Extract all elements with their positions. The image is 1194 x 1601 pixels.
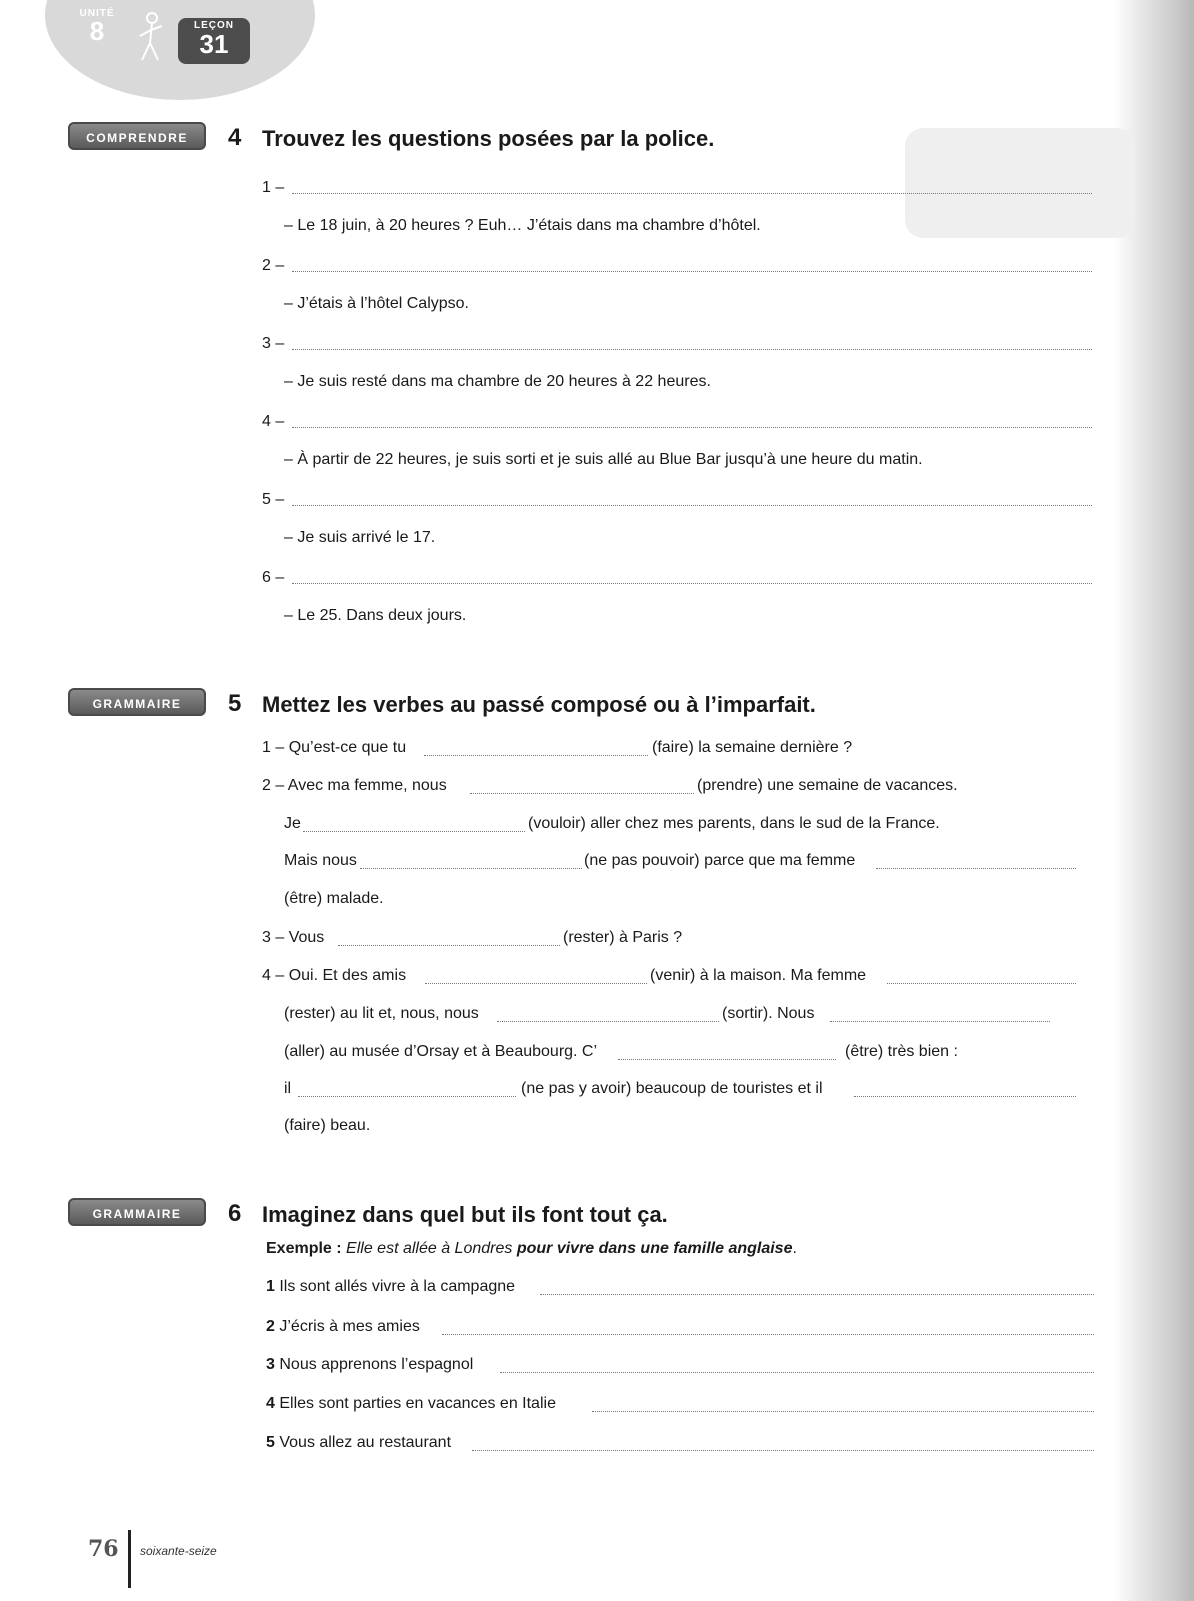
q3-response: – Je suis resté dans ma chambre de 20 heures à 22 heures. bbox=[284, 373, 711, 390]
ex6-example bbox=[266, 1240, 797, 1258]
page-number: 76 bbox=[88, 1536, 119, 1562]
ex5-line8-end: (sortir). Nous bbox=[722, 1005, 815, 1022]
ex6-item-4-number: 4 bbox=[266, 1395, 275, 1412]
ex5-line8-start: (rester) au lit et, nous, nous bbox=[284, 1005, 479, 1022]
exercise-6-number: 6 bbox=[228, 1200, 242, 1227]
ex6-item-2-text: J’écris à mes amies bbox=[279, 1318, 420, 1335]
ex6-item-2 bbox=[266, 1318, 420, 1336]
ex6-item-4-text: Elles sont parties en vacances en Italie bbox=[279, 1395, 556, 1412]
ex5-blank-7[interactable] bbox=[425, 983, 647, 984]
ex5-line1-end: (faire) la semaine dernière ? bbox=[652, 739, 853, 756]
q2-answer-line[interactable] bbox=[292, 271, 1092, 272]
ex5-line4-start: Mais nous bbox=[284, 852, 357, 869]
ex6-item-3-number: 3 bbox=[266, 1356, 275, 1373]
lecon-badge bbox=[178, 18, 250, 64]
ex5-blank-3[interactable] bbox=[303, 831, 525, 832]
ghost-box bbox=[905, 128, 1135, 238]
ex5-line9-end: (être) très bien : bbox=[845, 1043, 958, 1060]
q2-number: 2 – bbox=[262, 257, 285, 274]
ex5-blank-11[interactable] bbox=[618, 1059, 836, 1060]
ex6-blank-4[interactable] bbox=[592, 1411, 1094, 1412]
ex6-item-1-text: Ils sont allés vivre à la campagne bbox=[279, 1278, 516, 1295]
ex5-blank-6[interactable] bbox=[338, 945, 560, 946]
exercise-5-number: 5 bbox=[228, 690, 242, 717]
ex6-blank-5[interactable] bbox=[472, 1450, 1094, 1451]
ex5-line2-end: (prendre) une semaine de vacances. bbox=[697, 777, 958, 794]
ex6-item-5-number: 5 bbox=[266, 1434, 275, 1451]
ex6-blank-2[interactable] bbox=[442, 1334, 1094, 1335]
q3-number: 3 – bbox=[262, 335, 285, 352]
example-period: . bbox=[792, 1240, 797, 1257]
ex6-item-3-text: Nous apprenons l’espagnol bbox=[279, 1356, 474, 1373]
q6-answer-line[interactable] bbox=[292, 583, 1092, 584]
section-tag-grammaire-6: GRAMMAIRE bbox=[68, 1198, 206, 1226]
ex5-line3-end: (vouloir) aller chez mes parents, dans le sud de la France. bbox=[528, 815, 940, 832]
section-tag-grammaire-5: GRAMMAIRE bbox=[68, 688, 206, 716]
ex5-blank-8[interactable] bbox=[887, 983, 1076, 984]
page-number-words: soixante-seize bbox=[140, 1544, 217, 1558]
ex6-item-5-text: Vous allez au restaurant bbox=[279, 1434, 452, 1451]
exercise-6-title: Imaginez dans quel but ils font tout ça. bbox=[262, 1202, 668, 1227]
q1-answer-line[interactable] bbox=[292, 193, 1092, 194]
ex5-line3-start: Je bbox=[284, 815, 301, 832]
ex5-line1-start: 1 – Qu’est-ce que tu bbox=[262, 739, 407, 756]
lecon-label: LEÇON bbox=[194, 20, 234, 31]
q1-response: – Le 18 juin, à 20 heures ? Euh… J’étais dans ma chambre d’hôtel. bbox=[284, 217, 761, 234]
ex5-line10-start: il bbox=[284, 1080, 292, 1097]
section-tag-comprendre: COMPRENDRE bbox=[68, 122, 206, 150]
exercise-5-title: Mettez les verbes au passé composé ou à l’imparfait. bbox=[262, 692, 816, 717]
ex5-blank-1[interactable] bbox=[424, 755, 648, 756]
example-label: Exemple : bbox=[266, 1240, 342, 1257]
ex5-blank-2[interactable] bbox=[470, 793, 694, 794]
ex6-item-4 bbox=[266, 1395, 556, 1413]
ex5-line6-start: 3 – Vous bbox=[262, 929, 325, 946]
q1-number: 1 – bbox=[262, 179, 285, 196]
exercise-4-title: Trouvez les questions posées par la police. bbox=[262, 126, 715, 151]
ex5-blank-12[interactable] bbox=[298, 1096, 516, 1097]
example-sentence: Elle est allée à Londres bbox=[346, 1240, 513, 1257]
q6-response: – Le 25. Dans deux jours. bbox=[284, 607, 467, 624]
q2-response: – J’étais à l’hôtel Calypso. bbox=[284, 295, 469, 312]
ex5-line10-end: (ne pas y avoir) beaucoup de touristes et il bbox=[521, 1080, 823, 1097]
unite-number: 8 bbox=[89, 16, 105, 46]
ex5-line2-start: 2 – Avec ma femme, nous bbox=[262, 777, 447, 794]
q5-response: – Je suis arrivé le 17. bbox=[284, 529, 436, 546]
ex6-blank-1[interactable] bbox=[540, 1294, 1094, 1295]
ex5-line6-end: (rester) à Paris ? bbox=[563, 929, 683, 946]
q4-number: 4 – bbox=[262, 413, 285, 430]
figure-icon bbox=[130, 8, 170, 63]
ex5-line7-start: 4 – Oui. Et des amis bbox=[262, 967, 407, 984]
unite-label: UNITÉ bbox=[79, 8, 115, 19]
ex5-blank-13[interactable] bbox=[854, 1096, 1076, 1097]
page-edge-shadow bbox=[1114, 0, 1194, 1601]
ex6-item-5 bbox=[266, 1434, 451, 1452]
q5-answer-line[interactable] bbox=[292, 505, 1092, 506]
ex5-blank-9[interactable] bbox=[497, 1021, 719, 1022]
q4-answer-line[interactable] bbox=[292, 427, 1092, 428]
ex5-blank-10[interactable] bbox=[830, 1021, 1050, 1022]
q3-answer-line[interactable] bbox=[292, 349, 1092, 350]
unite-badge bbox=[75, 8, 119, 46]
ex5-blank-5[interactable] bbox=[876, 868, 1076, 869]
q6-number: 6 – bbox=[262, 569, 285, 586]
ex6-blank-3[interactable] bbox=[500, 1372, 1094, 1373]
ex6-item-1-number: 1 bbox=[266, 1278, 275, 1295]
ex5-line9-start: (aller) au musée d’Orsay et à Beaubourg. C’ bbox=[284, 1043, 598, 1060]
ex5-line11: (faire) beau. bbox=[284, 1117, 371, 1134]
q5-number: 5 – bbox=[262, 491, 285, 508]
example-answer: pour vivre dans une famille anglaise bbox=[516, 1240, 793, 1257]
ex6-item-2-number: 2 bbox=[266, 1318, 275, 1335]
ex5-line4-end: (ne pas pouvoir) parce que ma femme bbox=[584, 852, 856, 869]
footer-divider bbox=[128, 1530, 131, 1588]
exercise-4-number: 4 bbox=[228, 124, 242, 151]
ex5-line7-end: (venir) à la maison. Ma femme bbox=[650, 967, 867, 984]
lecon-number: 31 bbox=[199, 29, 229, 59]
q4-response: – À partir de 22 heures, je suis sorti et je suis allé au Blue Bar jusqu’à une heure du matin. bbox=[284, 451, 923, 468]
ex6-item-3 bbox=[266, 1356, 473, 1374]
ex5-blank-4[interactable] bbox=[360, 868, 582, 869]
ex5-line5: (être) malade. bbox=[284, 890, 384, 907]
ex6-item-1 bbox=[266, 1278, 515, 1296]
